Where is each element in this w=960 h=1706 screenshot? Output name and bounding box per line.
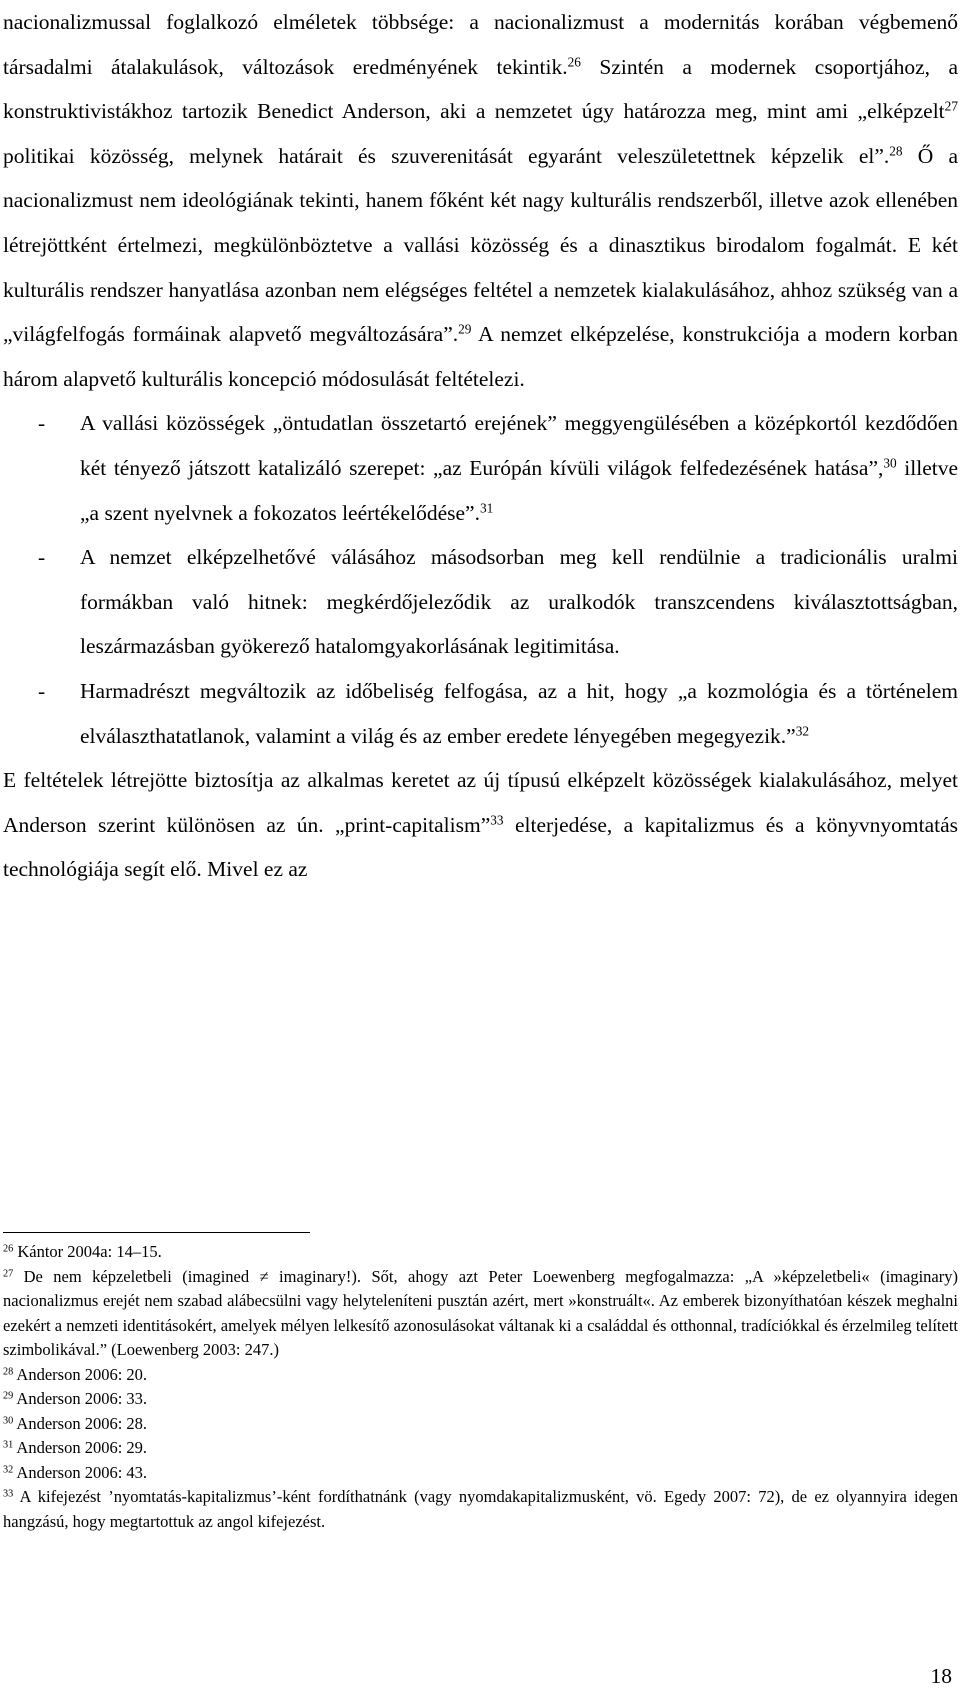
list-dash: - <box>38 545 46 570</box>
footnote <box>3 1485 958 1534</box>
footnote-number: 32 <box>3 1463 14 1475</box>
footnote-number: 30 <box>3 1414 14 1426</box>
text-run: elterjedése, a kapitalizmus és a könyvnyomtatás technológiája segít elő. Mivel ez az <box>3 812 959 882</box>
footnote-text: Anderson 2006: 33. <box>13 1389 148 1408</box>
footnote-text: Kántor 2004a: 14–15. <box>13 1242 162 1261</box>
text-run: nacionalizmussal foglalkozó elméletek többsége: a nacionalizmust a modernitás korában végbemenő társadalmi átalakulások, változások eredményének tekintik. <box>3 10 958 79</box>
footnote <box>3 1363 958 1388</box>
list-dash: - <box>38 411 46 436</box>
text-run: politikai közösség, melynek határait és szuverenitását egyaránt veleszületettnek képzelik el”. <box>3 143 890 168</box>
text-run: Ő a nacionalizmust nem ideológiának tekinti, hanem főként két nagy kulturális rendszerből, illetve azok ellenében létrejöttként értelmezi, megkülönböztetve a vallási közösség és a dinasztikus birodalom fogalmát. E két kulturális rendszer hanyatlása azonban nem elégséges feltétel a nemzetek kialakulásához, ahhoz szükség van a „világfelfogás formáinak alapvető megváltozására”. <box>3 143 958 347</box>
footnote-text: De nem képzeletbeli (imagined ≠ imaginary!). Sőt, ahogy azt Peter Loewenberg megfogalmazza: „A »képzeletbeli« (imaginary) nacionalizmus erejét nem szabad alábecsülni vagy helyteleníteni pusztán azért, mert »konstruált«. Az emberek bizonyíthatóan készek meghalni ezekért a nemzeti identitásokért, amelyek mélyen lelkesítő azonosulásokat váltanak ki a családdal és otthonnal, tradíciókkal és érzelmileg telített szimbolikával.” (Loewenberg 2003: 247.) <box>3 1266 958 1359</box>
footnote-ref[interactable]: 29 <box>458 321 472 337</box>
text-run: Szintén a modernek csoportjához, a konstruktivistákhoz tartozik Benedict Anderson, aki a nemzetet úgy határozza meg, mint ami „elképzelt <box>3 54 959 124</box>
footnotes <box>3 1240 958 1534</box>
footnote-number: 27 <box>3 1267 14 1279</box>
footnote-number: 33 <box>3 1488 14 1500</box>
footnote-number: 31 <box>3 1439 14 1451</box>
footnote-number: 28 <box>3 1365 14 1377</box>
main-text <box>3 0 958 892</box>
text-run: E feltételek létrejötte biztosítja az alkalmas keretet az új típusú elképzelt közösségek kialakulásához, melyet Anderson szerint különösen az ún. „print-capitalism” <box>3 768 958 837</box>
footnote-ref[interactable]: 27 <box>944 98 958 114</box>
concept-list <box>3 401 958 758</box>
text-run: A vallási közösségek „öntudatlan összetartó erejének” meggyengülésében a középkortól kezdődően két tényező játszott katalizáló szerepet: „az Európán kívüli világok felfedezésének hatása”, <box>80 411 958 480</box>
footnote-ref[interactable]: 31 <box>479 500 494 516</box>
list-dash: - <box>38 678 46 703</box>
text-run: A nemzet elképzelhetővé válásához másodsorban meg kell rendülnie a tradicionális uralmi formákban való hitnek: megkérdőjeleződik az uralkodók transzcendens kiválasztottságban, leszármazásban gyökerező hatalomgyakorlásának legitimitása. <box>80 545 958 659</box>
footnote-ref[interactable]: 32 <box>795 723 810 739</box>
closing-paragraph <box>3 758 958 892</box>
footnote-text: Anderson 2006: 28. <box>13 1413 148 1433</box>
footnote <box>3 1412 958 1437</box>
footnote <box>3 1461 958 1486</box>
intro-paragraph <box>3 0 958 401</box>
footnote-ref[interactable]: 26 <box>567 54 581 70</box>
list-item <box>3 669 958 758</box>
footnote-text: A kifejezést ’nyomtatás-kapitalizmus’-ként fordíthatnánk (vagy nyomdakapitalizmusként, vö. Egedy 2007: 72), de ez olyannyira idegen hangzású, hogy megtartottuk az angol kifejezést. <box>3 1487 958 1531</box>
list-item <box>3 401 958 535</box>
footnote-ref[interactable]: 28 <box>889 143 903 159</box>
footnote <box>3 1436 958 1461</box>
page-number: 18 <box>930 1664 952 1688</box>
footnote-divider <box>3 1232 310 1233</box>
text-run: A nemzet elképzelése, konstrukciója a modern korban három alapvető kulturális koncepció módosulását feltételezi. <box>3 322 958 391</box>
footnote-text: Anderson 2006: 29. <box>13 1438 148 1457</box>
footnote <box>3 1265 958 1363</box>
footnote-ref[interactable]: 30 <box>883 455 897 471</box>
footnote-text: Anderson 2006: 20. <box>13 1364 148 1384</box>
text-run: illetve „a szent nyelvnek a fokozatos leértékelődése”. <box>80 455 959 525</box>
footnote <box>3 1387 958 1412</box>
list-item <box>3 535 958 669</box>
text-run: Harmadrészt megváltozik az időbeliség felfogása, az a hit, hogy „a kozmológia és a történelem elválaszthatatlanok, valamint a világ és az ember eredete lényegében megegyezik.” <box>80 678 958 748</box>
footnote-number: 29 <box>3 1390 14 1402</box>
footnote <box>3 1240 958 1265</box>
footnote-ref[interactable]: 33 <box>490 812 504 828</box>
footnote-number: 26 <box>3 1243 14 1255</box>
footnote-text: Anderson 2006: 43. <box>13 1462 148 1482</box>
